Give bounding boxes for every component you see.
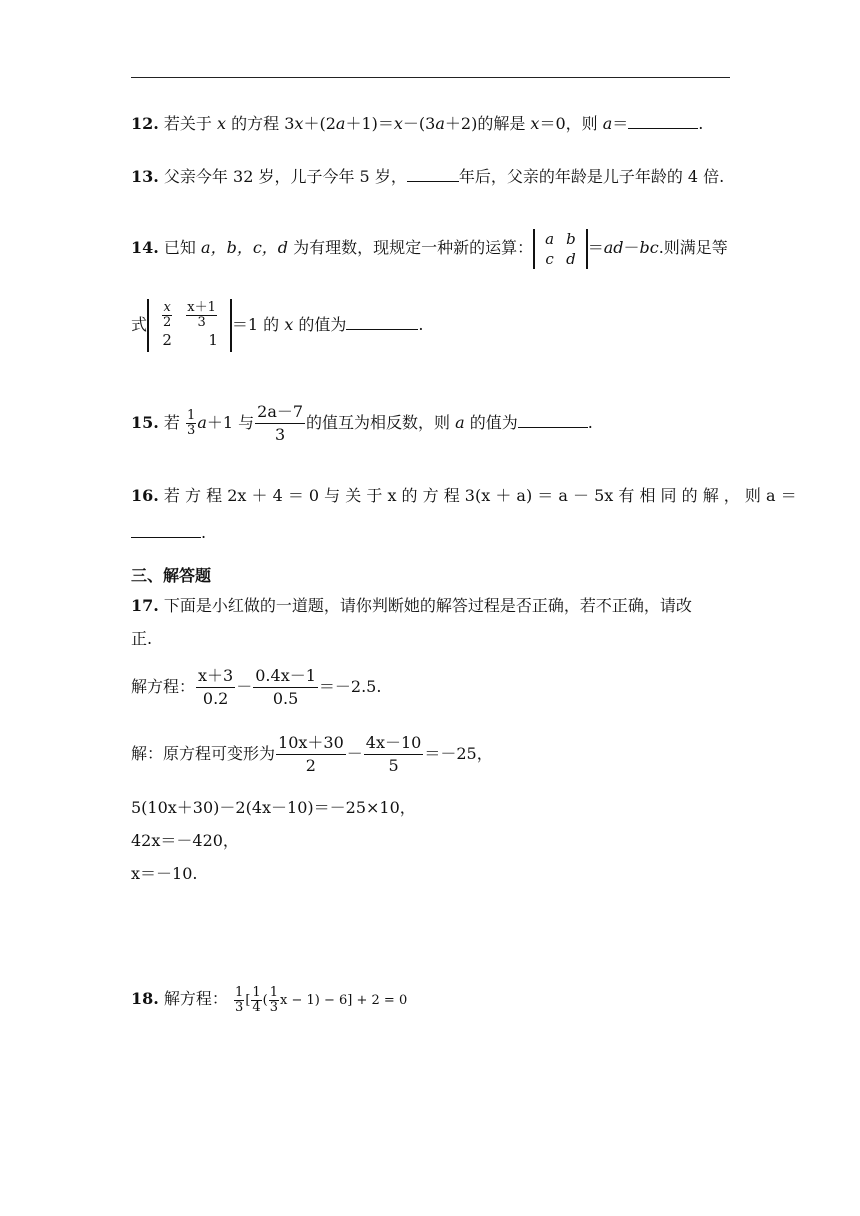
answer-blank[interactable] bbox=[346, 313, 418, 330]
answer-blank[interactable] bbox=[518, 411, 588, 428]
question-16-continued: . bbox=[131, 521, 206, 544]
question-number: 15. bbox=[131, 413, 159, 432]
solution-step: 42x＝－420， bbox=[131, 831, 239, 850]
fraction: $\frac{1}{3}$ bbox=[269, 985, 279, 1015]
question-17-continued: 正. bbox=[131, 629, 153, 648]
determinant-equation: $\frac{x}{2}$ $\frac{x+1}{3}$ 2 1 bbox=[147, 299, 232, 352]
section-title: 三、解答题 bbox=[131, 566, 212, 585]
fraction: $\frac{1}{3}$ bbox=[235, 985, 244, 1015]
equation: 解方程： $\frac{x+3}{0.2}$ － $\frac{0.4x-1}{0.5}$ ＝－2.5. bbox=[131, 666, 382, 708]
fraction: $\frac{x}{2}$ bbox=[163, 300, 172, 330]
question-number: 14. bbox=[131, 238, 159, 257]
fraction: $\frac{1}{4}$ bbox=[252, 985, 261, 1015]
fraction: $\frac{0.4x-1}{0.5}$ bbox=[255, 666, 316, 708]
question-15: 15. 若 $\frac{1}{3}$ a＋1 与 $\frac{2a-7}{3}$ 的值互为相反数，则 a 的值为 . bbox=[131, 402, 593, 444]
answer-blank[interactable] bbox=[131, 521, 201, 538]
fraction: $\frac{x+3}{0.2}$ bbox=[198, 666, 234, 708]
equation: $\frac{1}{3}$ [ $\frac{1}{4}$ ( $\frac{1}{3}$ x − 1) − 6] + 2 = 0 bbox=[235, 985, 408, 1015]
question-13: 13. 父亲今年 32 岁，儿子今年 5 岁， 年后，父亲的年龄是儿子年龄的 4 倍. bbox=[131, 167, 725, 186]
answer-blank[interactable] bbox=[407, 165, 459, 182]
determinant: a b c d bbox=[533, 229, 588, 269]
question-number: 17. bbox=[131, 596, 159, 615]
question-number: 16. bbox=[131, 486, 159, 505]
question-number: 18. bbox=[131, 989, 159, 1008]
question-number: 13. bbox=[131, 167, 159, 186]
question-number: 12. bbox=[131, 114, 159, 133]
solution-step: x＝－10. bbox=[131, 864, 198, 883]
fraction: $\frac{1}{3}$ bbox=[187, 408, 196, 438]
question-14-continued: 式 $\frac{x}{2}$ $\frac{x+1}{3}$ 2 1 ＝1 的 x 的值为 . bbox=[131, 290, 423, 360]
fraction: $\frac{4x-10}{5}$ bbox=[365, 733, 422, 775]
solution-step: 解：原方程可变形为 $\frac{10x+30}{2}$ － $\frac{4x-10}{5}$ ＝－25， bbox=[131, 733, 493, 775]
fraction: $\frac{x+1}{3}$ bbox=[187, 300, 216, 330]
fraction: $\frac{10x+30}{2}$ bbox=[278, 733, 344, 775]
answer-blank[interactable] bbox=[628, 112, 698, 129]
question-14: 14. 已知 a，b，c，d 为有理数，现规定一种新的运算： a b c d ＝ad－bc.则满足等 bbox=[131, 229, 728, 268]
header-rule bbox=[131, 77, 730, 78]
question-16: 16. 若 方 程 2x ＋ 4 ＝ 0 与 关 于 x 的 方 程 3(x ＋ a) ＝ a － 5x 有 相 同 的 解 ， 则 a ＝ bbox=[131, 486, 797, 505]
fraction: $\frac{2a-7}{3}$ bbox=[257, 402, 304, 444]
question-17: 17. 下面是小红做的一道题，请你判断她的解答过程是否正确，若不正确，请改 bbox=[131, 596, 692, 615]
question-12: 12. 若关于 x 的方程 3x＋(2a＋1)＝x－(3a＋2)的解是 x＝0，则 a＝ . bbox=[131, 114, 704, 133]
solution-step: 5(10x＋30)－2(4x－10)＝－25×10， bbox=[131, 798, 416, 817]
question-18: 18. 解方程： $\frac{1}{3}$ [ $\frac{1}{4}$ ( $\frac{1}{3}$ x − 1) − 6] + 2 = 0 bbox=[131, 985, 408, 1015]
